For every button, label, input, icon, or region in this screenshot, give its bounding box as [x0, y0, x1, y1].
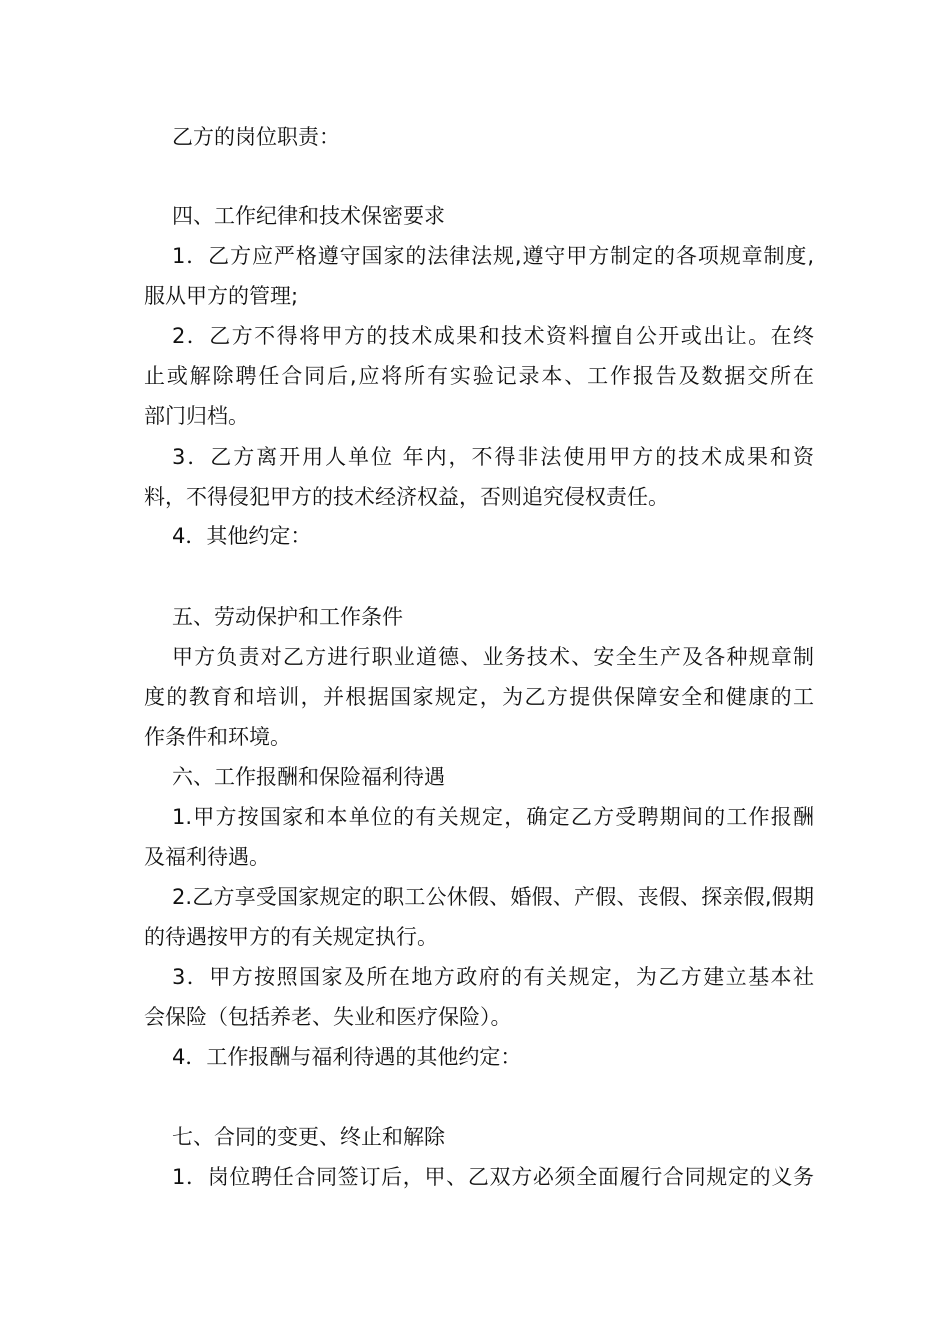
section-6-heading: 六、工作报酬和保险福利待遇 [172, 765, 445, 789]
section-4-item-1-line-1: 1．乙方应严格遵守国家的法律法规,遵守甲方制定的各项规章制度, [172, 244, 814, 268]
section-6-item-3-line-1: 3．甲方按照国家及所在地方政府的有关规定，为乙方建立基本社 [172, 965, 814, 989]
section-6-item-4: 4．工作报酬与福利待遇的其他约定： [172, 1045, 522, 1069]
section-4-item-3-line-1: 3．乙方离开用人单位 年内，不得非法使用甲方的技术成果和资 [172, 445, 814, 469]
section-4-heading: 四、工作纪律和技术保密要求 [172, 204, 445, 228]
section-4-item-2-line-2: 止或解除聘任合同后,应将所有实验记录本、工作报告及数据交所在 [144, 364, 814, 388]
section-6-item-1-line-2: 及福利待遇。 [144, 845, 270, 869]
section-6-item-3-line-2: 会保险（包括养老、失业和医疗保险）。 [144, 1005, 512, 1029]
section-4-item-1-line-2: 服从甲方的管理; [144, 284, 299, 308]
duty-label: 乙方的岗位职责： [172, 125, 340, 149]
section-4-item-4: 4．其他约定： [172, 524, 312, 548]
section-4-item-3-line-2: 料，不得侵犯甲方的技术经济权益，否则追究侵权责任。 [144, 485, 669, 509]
section-5-para-line-2: 度的教育和培训，并根据国家规定，为乙方提供保障安全和健康的工 [144, 685, 814, 709]
section-6-item-1-line-1: 1.甲方按国家和本单位的有关规定，确定乙方受聘期间的工作报酬 [172, 805, 814, 829]
section-5-para-line-1: 甲方负责对乙方进行职业道德、业务技术、安全生产及各种规章制 [172, 645, 814, 669]
section-6-item-2-line-1: 2.乙方享受国家规定的职工公休假、婚假、产假、丧假、探亲假,假期 [172, 885, 814, 909]
section-4-item-2-line-1: 2．乙方不得将甲方的技术成果和技术资料擅自公开或出让。在终 [172, 324, 814, 348]
section-4-item-2-line-3: 部门归档。 [144, 404, 249, 428]
section-7-item-1-line-1: 1．岗位聘任合同签订后，甲、乙双方必须全面履行合同规定的义务 [172, 1165, 814, 1189]
section-7-heading: 七、合同的变更、终止和解除 [172, 1125, 445, 1149]
section-5-heading: 五、劳动保护和工作条件 [172, 605, 403, 629]
section-6-item-2-line-2: 的待遇按甲方的有关规定执行。 [144, 925, 438, 949]
section-5-para-line-3: 作条件和环境。 [144, 725, 291, 749]
